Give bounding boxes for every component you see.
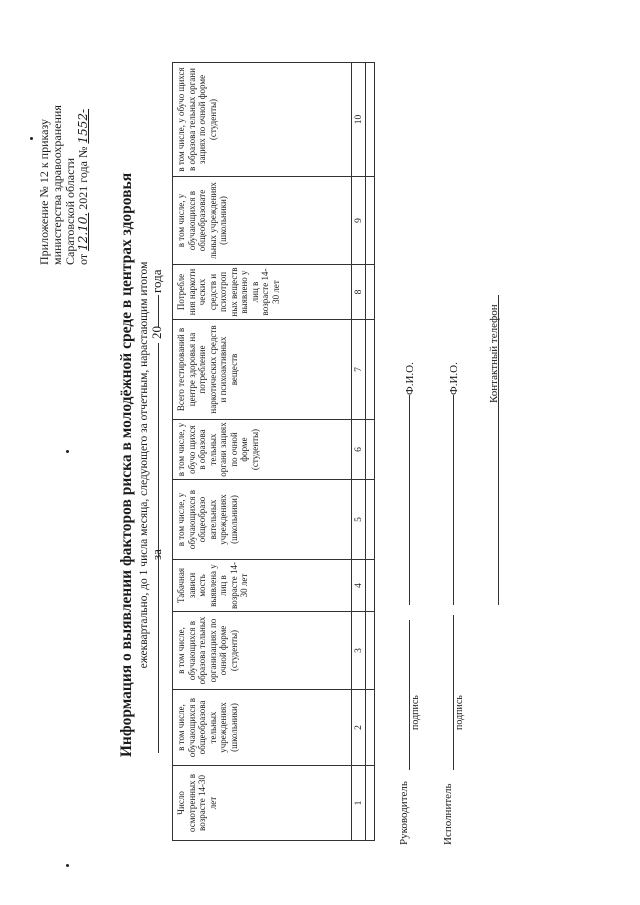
appendix-year-number-label: 2021 года № [76, 146, 90, 210]
column-header: в том числе, у обучо щихся в образова тельных органи зациях по очной форме (студенты) [173, 63, 352, 177]
column-number: 4 [352, 560, 366, 612]
column-header: Табачная зависи мость выявлена у лиц в возрасте 14-30 лет [173, 560, 352, 612]
table-cell [366, 766, 375, 841]
phone-caption: Контактный телефон [488, 304, 500, 403]
column-number: 9 [352, 177, 366, 265]
table-cell [366, 420, 375, 480]
head-signature-caption: подпись [410, 695, 421, 730]
handwritten-date: 12.10. [76, 212, 90, 251]
year-underline [158, 295, 159, 327]
document-title: Информация о выявлении факторов риска в молодёжной среде в центрах здоровья [118, 172, 135, 758]
column-number: 6 [352, 420, 366, 480]
column-header: в том числе, у обучающихся в общеобразо вательных учреждениях (школьники) [173, 480, 352, 560]
appendix-line-1: Приложение № 12 к приказу [37, 119, 51, 265]
appendix-line-2: министерства здравоохранения [50, 105, 64, 265]
period-line [149, 0, 169, 905]
table-cell [366, 612, 375, 690]
table-cell [366, 320, 375, 420]
column-header: Потребле ния наркоти ческих средств и психотроп ных веществ выявлено у лиц в возрасте 14-30 лет [173, 265, 352, 320]
appendix-line-3: Саратовской области [63, 157, 77, 265]
executor-label: Исполнитель [442, 783, 454, 845]
appendix-header [38, 25, 90, 265]
column-number: 5 [352, 480, 366, 560]
executor-name-line [453, 395, 454, 605]
appendix-date-prefix: от [76, 253, 90, 265]
head-label: Руководитель [398, 781, 410, 845]
column-number: 10 [352, 63, 366, 177]
table-cell [366, 690, 375, 766]
report-table [172, 62, 375, 841]
scan-dot [66, 450, 69, 453]
column-header: в том числе, у обучающихся в общеобразовате льных учреждениях (школьники) [173, 177, 352, 265]
column-header: Всего тестирований в центре здоровья на потребление наркотических средств и психоактивных веществ [173, 320, 352, 420]
head-name-caption: Ф.И.О. [404, 362, 416, 395]
period-year-prefix: 20 [149, 326, 164, 339]
table-header-row [173, 63, 352, 841]
period-underline [158, 343, 159, 753]
table-cell [366, 480, 375, 560]
document-subtitle: ежеквартально, до 1 числа месяца, следующего за отчетным, нарастающим итогом [138, 261, 150, 669]
scan-dot [66, 864, 69, 867]
period-year-suffix: года [149, 269, 164, 293]
column-number: 3 [352, 612, 366, 690]
table-cell [366, 177, 375, 265]
head-name-line [409, 395, 410, 605]
table-number-row [352, 63, 366, 841]
column-number: 8 [352, 265, 366, 320]
table-empty-row [366, 63, 375, 841]
executor-name-caption: Ф.И.О. [448, 362, 460, 395]
period-za: за [149, 549, 164, 560]
column-number: 7 [352, 320, 366, 420]
column-header: в том числе, обучающихся в образова тельных организациях по очной форме (студенты) [173, 612, 352, 690]
scan-dot [30, 137, 33, 140]
appendix-line-4 [77, 25, 90, 265]
handwritten-order-number: 1552- [76, 108, 90, 144]
table-cell [366, 63, 375, 177]
column-header: в том числе, обучающихся в общеобразова тельных учреждениях (школьники) [173, 690, 352, 766]
column-number: 2 [352, 690, 366, 766]
column-header: Число осмотренных в возрасте 14-30 лет [173, 766, 352, 841]
column-number: 1 [352, 766, 366, 841]
executor-signature-caption: подпись [454, 695, 465, 730]
table-cell [366, 560, 375, 612]
executor-signature-line [453, 615, 454, 770]
table-cell [366, 265, 375, 320]
column-header: в том числе, у обучо щихся в образова тельных органи зациях по очной форме (студенты) [173, 420, 352, 480]
